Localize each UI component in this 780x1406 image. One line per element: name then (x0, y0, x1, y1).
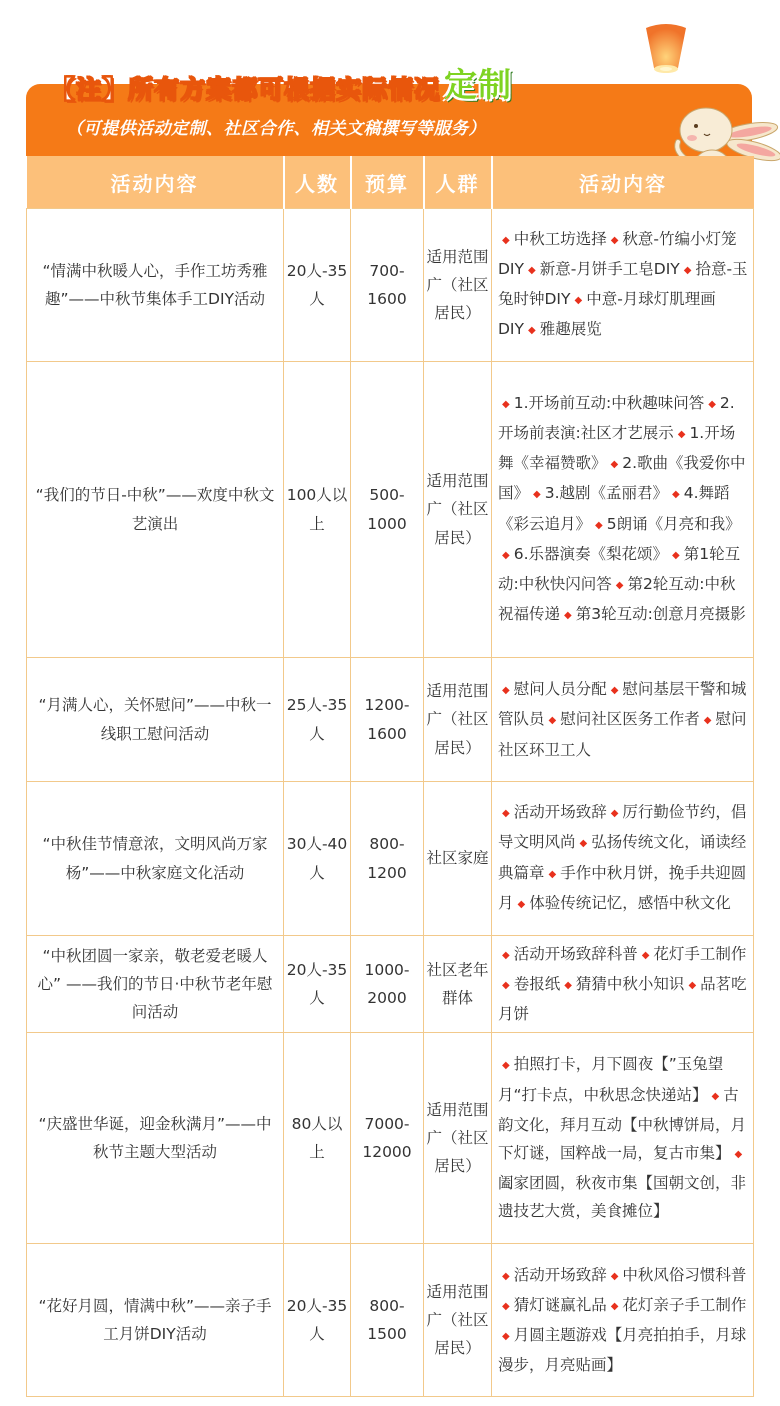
activity-details (492, 936, 754, 1033)
diamond-bullet-icon: ◆ (708, 398, 716, 410)
table-row (27, 1244, 754, 1397)
audience: 适用范围广（社区居民） (424, 362, 492, 658)
activity-name: “花好月圆，情满中秋”——亲子手工月饼DIY活动 (27, 1244, 284, 1397)
people-count: 20人-35人 (284, 209, 351, 362)
detail-item: 拍照打卡，月下圆夜【”玉兔望月“打卡点，中秋思念快递站】 (498, 1055, 724, 1104)
diamond-bullet-icon: ◆ (548, 868, 557, 880)
diamond-bullet-icon: ◆ (610, 1300, 619, 1312)
diamond-bullet-icon: ◆ (502, 398, 510, 410)
detail-item: 阖家团圆，秋夜市集【国朝文创，非遗技艺大赏，美食摊位】 (498, 1174, 747, 1221)
diamond-bullet-icon: ◆ (734, 1149, 743, 1160)
detail-item: 慰问基层干警和城管队员 (498, 680, 747, 729)
diamond-bullet-icon: ◆ (615, 579, 624, 591)
detail-item: 5朗诵《月亮和我》 (606, 514, 741, 533)
diamond-bullet-icon: ◆ (683, 264, 692, 276)
diamond-bullet-icon: ◆ (517, 898, 526, 910)
column-header-people: 人数 (284, 156, 351, 209)
budget: 500-1000 (351, 362, 424, 658)
detail-item: 花灯亲子手工制作 (622, 1295, 747, 1314)
budget: 700-1600 (351, 209, 424, 362)
budget: 7000-12000 (351, 1033, 424, 1244)
diamond-bullet-icon: ◆ (502, 979, 510, 991)
detail-item: 第2轮互动:中秋祝福传递 (498, 574, 736, 624)
sky-lantern-icon (636, 22, 696, 78)
table-row (27, 782, 754, 936)
diamond-bullet-icon: ◆ (579, 838, 588, 850)
diamond-bullet-icon: ◆ (641, 949, 650, 961)
audience: 适用范围广（社区居民） (424, 658, 492, 782)
budget: 1200-1600 (351, 658, 424, 782)
detail-item: 新意-月饼手工皂DIY (539, 259, 680, 278)
activity-name: “中秋佳节情意浓，文明风尚万家杨”——中秋家庭文化活动 (27, 782, 284, 936)
diamond-bullet-icon: ◆ (502, 808, 510, 820)
detail-item: 秋意-竹编小灯笼DIY (498, 229, 737, 278)
detail-item: 第1轮互动:中秋快闪问答 (498, 544, 741, 593)
diamond-bullet-icon: ◆ (610, 234, 619, 246)
detail-item: 2.歌曲《我爱你中国》 (498, 454, 746, 503)
column-header-budget: 预算 (351, 156, 424, 209)
diamond-bullet-icon: ◆ (595, 519, 603, 531)
table-row (27, 936, 754, 1033)
title-accent-text: 定制 (444, 65, 513, 104)
diamond-bullet-icon: ◆ (703, 715, 712, 727)
activity-name: “庆盛世华诞，迎金秋满月”——中秋节主题大型活动 (27, 1033, 284, 1244)
diamond-bullet-icon: ◆ (610, 685, 619, 697)
detail-item: 卷报纸 (513, 974, 561, 993)
diamond-bullet-icon: ◆ (527, 264, 536, 276)
diamond-bullet-icon: ◆ (502, 1060, 510, 1072)
diamond-bullet-icon: ◆ (533, 489, 541, 501)
budget: 800-1500 (351, 1244, 424, 1397)
column-header-audience: 人群 (424, 156, 492, 209)
diamond-bullet-icon: ◆ (688, 979, 697, 991)
activity-name: “我们的节日-中秋”——欢度中秋文艺演出 (27, 362, 284, 658)
diamond-bullet-icon: ◆ (711, 1090, 720, 1102)
audience: 适用范围广（社区居民） (424, 1033, 492, 1244)
diamond-bullet-icon: ◆ (548, 715, 557, 727)
diamond-bullet-icon: ◆ (502, 234, 510, 246)
diamond-bullet-icon: ◆ (672, 489, 680, 501)
detail-item: 拾意-玉兔时钟DIY (498, 259, 748, 308)
audience: 社区老年群体 (424, 936, 492, 1033)
diamond-bullet-icon: ◆ (502, 549, 510, 561)
detail-item: 中意-月球灯肌理画DIY (498, 290, 716, 339)
activity-name: “月满人心，关怀慰问”——中秋一线职工慰问活动 (27, 658, 284, 782)
column-header-activity: 活动内容 (27, 156, 284, 209)
people-count: 25人-35人 (284, 658, 351, 782)
people-count: 30人-40人 (284, 782, 351, 936)
people-count: 100人以上 (284, 362, 351, 658)
people-count: 80人以上 (284, 1033, 351, 1244)
detail-item: 猜灯谜赢礼品 (513, 1295, 607, 1314)
detail-item: 慰问社区环卫工人 (498, 710, 747, 759)
audience: 社区家庭 (424, 782, 492, 936)
diamond-bullet-icon: ◆ (564, 979, 572, 991)
diamond-bullet-icon: ◆ (502, 1331, 510, 1342)
detail-item: 慰问社区医务工作者 (560, 710, 700, 729)
diamond-bullet-icon: ◆ (527, 325, 536, 337)
detail-item: 古韵文化，拜月互动【中秋博饼局，月下灯谜，国粹战一局，复古市集】 (498, 1085, 747, 1162)
activity-name: “中秋团圆一家亲，敬老爱老暖人心” ——我们的节日·中秋节老年慰问活动 (27, 936, 284, 1033)
activity-name: “情满中秋暖人心，手作工坊秀雅趣”——中秋节集体手工DIY活动 (27, 209, 284, 362)
table-row (27, 209, 754, 362)
detail-item: 慰问人员分配 (513, 680, 607, 699)
detail-item: 1.开场舞《幸福赞歌》 (498, 423, 736, 473)
table-row (27, 658, 754, 782)
detail-item: 3.越剧《孟丽君》 (544, 484, 669, 503)
table-header-row (27, 156, 754, 209)
detail-item: 4.舞蹈《彩云追月》 (498, 484, 730, 533)
detail-item: 中秋工坊选择 (513, 229, 607, 248)
diamond-bullet-icon: ◆ (502, 685, 510, 697)
activity-details (492, 1033, 754, 1244)
detail-item: 月圆主题游戏【月亮拍拍手，月球漫步，月亮贴画】 (498, 1326, 747, 1375)
detail-item: 2.开场前表演:社区才艺展示 (498, 393, 735, 442)
header-subtitle: （可提供活动定制、社区合作、相关文稿撰写等服务） (66, 119, 486, 139)
diamond-bullet-icon: ◆ (610, 459, 619, 471)
diamond-bullet-icon: ◆ (502, 1300, 510, 1312)
detail-item: 手作中秋月饼，挽手共迎圆月 (498, 863, 747, 912)
activity-details (492, 362, 754, 658)
title-text: 【注】所有方案都可根据实际情况 (50, 75, 441, 104)
detail-item: 猜猜中秋小知识 (575, 974, 685, 993)
detail-item: 活动开场致辞 (513, 803, 607, 822)
activity-details (492, 209, 754, 362)
budget: 1000-2000 (351, 936, 424, 1033)
people-count: 20人-35人 (284, 1244, 351, 1397)
activity-details (492, 658, 754, 782)
detail-item: 弘扬传统文化，诵读经典篇章 (498, 833, 747, 882)
detail-item: 花灯手工制作 (653, 944, 747, 963)
detail-item: 活动开场致辞科普 (513, 944, 638, 963)
activity-details (492, 782, 754, 936)
diamond-bullet-icon: ◆ (610, 808, 619, 820)
header-title (50, 62, 512, 106)
detail-item: 雅趣展览 (539, 320, 602, 339)
detail-item: 中秋风俗习惯科普 (622, 1265, 747, 1284)
diamond-bullet-icon: ◆ (564, 610, 572, 622)
diamond-bullet-icon: ◆ (502, 1270, 510, 1282)
table-row (27, 362, 754, 658)
activity-details (492, 1244, 754, 1397)
detail-item: 活动开场致辞 (513, 1265, 607, 1284)
diamond-bullet-icon: ◆ (574, 295, 583, 306)
audience: 适用范围广（社区居民） (424, 209, 492, 362)
table-row (27, 1033, 754, 1244)
detail-item: 1.开场前互动:中秋趣味问答 (513, 393, 705, 412)
detail-item: 厉行勤俭节约，倡导文明风尚 (498, 803, 747, 852)
detail-item: 6.乐器演奏《梨花颂》 (513, 544, 668, 563)
diamond-bullet-icon: ◆ (677, 428, 686, 440)
people-count: 20人-35人 (284, 936, 351, 1033)
budget: 800-1200 (351, 782, 424, 936)
activity-table (26, 156, 754, 1397)
audience: 适用范围广（社区居民） (424, 1244, 492, 1397)
diamond-bullet-icon: ◆ (610, 1270, 619, 1282)
diamond-bullet-icon: ◆ (672, 549, 680, 561)
column-header-content: 活动内容 (492, 156, 754, 209)
diamond-bullet-icon: ◆ (502, 949, 510, 961)
detail-item: 品茗吃月饼 (498, 974, 747, 1024)
detail-item: 第3轮互动:创意月亮摄影 (575, 605, 746, 624)
detail-item: 体验传统记忆，感悟中秋文化 (529, 893, 731, 912)
